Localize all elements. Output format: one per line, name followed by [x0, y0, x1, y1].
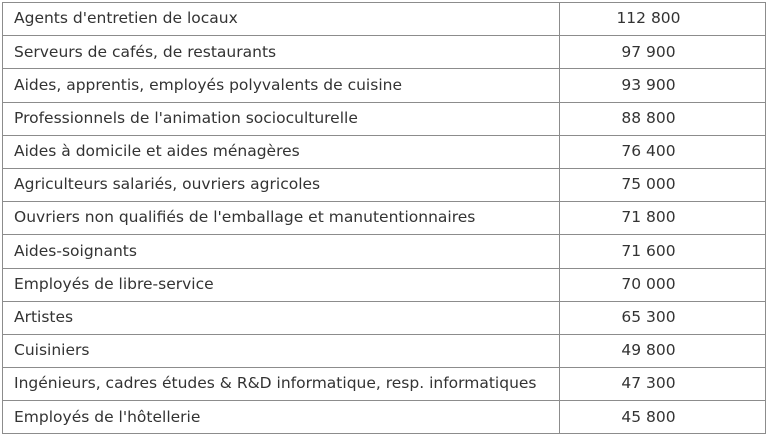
table-row: [3, 301, 766, 334]
count-cell: 88 800: [560, 102, 766, 135]
occupation-cell: Cuisiniers: [3, 334, 560, 367]
occupation-cell: Serveurs de cafés, de restaurants: [3, 36, 560, 69]
count-cell: 76 400: [560, 135, 766, 168]
table-row: [3, 168, 766, 201]
table-row: [3, 3, 766, 36]
occupation-cell: Ingénieurs, cadres études & R&D informatique, resp. informatiques: [3, 368, 560, 401]
table-row: [3, 202, 766, 235]
count-cell: 112 800: [560, 3, 766, 36]
table-row: [3, 69, 766, 102]
occupation-cell: Artistes: [3, 301, 560, 334]
count-cell: 71 800: [560, 202, 766, 235]
occupation-cell: Aides à domicile et aides ménagères: [3, 135, 560, 168]
occupations-table-container: [2, 2, 766, 434]
count-cell: 49 800: [560, 334, 766, 367]
occupation-cell: Employés de l'hôtellerie: [3, 401, 560, 434]
table-row: [3, 235, 766, 268]
occupation-cell: Ouvriers non qualifiés de l'emballage et manutentionnaires: [3, 202, 560, 235]
count-cell: 97 900: [560, 36, 766, 69]
occupation-cell: Agriculteurs salariés, ouvriers agricoles: [3, 168, 560, 201]
table-row: [3, 334, 766, 367]
occupation-cell: Professionnels de l'animation socioculturelle: [3, 102, 560, 135]
count-cell: 65 300: [560, 301, 766, 334]
table-row: [3, 36, 766, 69]
count-cell: 93 900: [560, 69, 766, 102]
occupation-cell: Employés de libre-service: [3, 268, 560, 301]
count-cell: 47 300: [560, 368, 766, 401]
occupation-cell: Agents d'entretien de locaux: [3, 3, 560, 36]
table-row: [3, 268, 766, 301]
table-row: [3, 102, 766, 135]
table-row: [3, 368, 766, 401]
table-row: [3, 401, 766, 434]
count-cell: 45 800: [560, 401, 766, 434]
count-cell: 71 600: [560, 235, 766, 268]
count-cell: 70 000: [560, 268, 766, 301]
occupations-table: [2, 2, 766, 434]
count-cell: 75 000: [560, 168, 766, 201]
occupation-cell: Aides, apprentis, employés polyvalents de cuisine: [3, 69, 560, 102]
table-row: [3, 135, 766, 168]
occupation-cell: Aides-soignants: [3, 235, 560, 268]
